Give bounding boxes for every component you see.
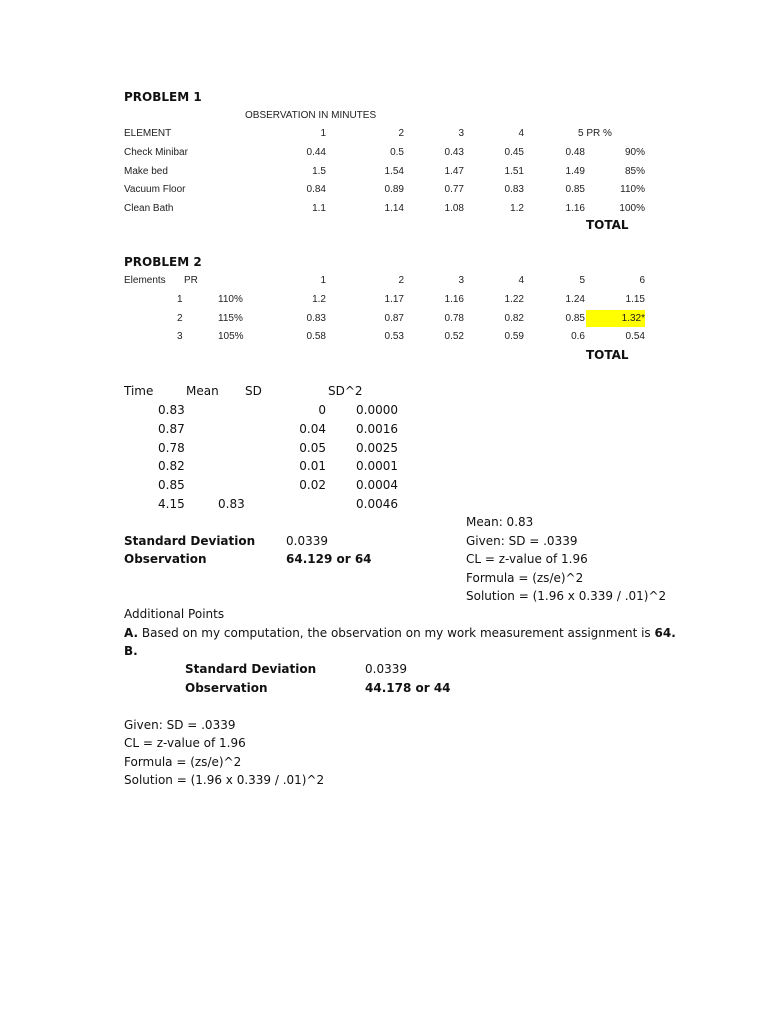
table-cell: 0.83	[504, 184, 524, 195]
pr-cell: 90%	[624, 147, 645, 158]
calc-time: 0.87	[158, 422, 185, 436]
table-cell: 0.6	[571, 331, 585, 342]
calc-sd2: 0.0016	[356, 422, 398, 436]
calc-sd2-total: 0.0046	[356, 497, 398, 511]
table-cell: 0.58	[306, 331, 326, 342]
given-line: Given: SD = .0339	[124, 718, 236, 732]
table-cell: 1.51	[504, 166, 524, 177]
point-a	[124, 626, 676, 640]
pr-cell: 115%	[218, 313, 243, 324]
point-a-value: 64.	[654, 626, 676, 640]
note-line: Given: SD = .0339	[466, 534, 578, 548]
problem2-title: PROBLEM 2	[124, 255, 202, 269]
b-observation-value: 44.178 or 44	[365, 681, 451, 695]
table-cell: 1.22	[504, 294, 524, 305]
table-cell: 0.45	[504, 147, 524, 158]
calc-time: 0.85	[158, 478, 185, 492]
table-cell: 0.52	[444, 331, 464, 342]
std-dev-label: Standard Deviation	[124, 534, 256, 548]
pr-cell: 110%	[620, 184, 645, 195]
problem1-header-pr: 5 PR %	[578, 128, 612, 139]
table-cell: 1.08	[444, 203, 464, 214]
calc-time: 0.82	[158, 459, 185, 473]
table-cell: 1.54	[384, 166, 404, 177]
table-cell: 0.85	[565, 184, 585, 195]
problem2-header-col: 3	[458, 275, 464, 286]
calc-time: 0.78	[158, 441, 185, 455]
element-number: 1	[177, 294, 183, 305]
problem2-total: TOTAL	[586, 348, 629, 362]
calc-sd: 0.02	[299, 478, 326, 492]
table-cell: 1.1	[312, 203, 326, 214]
table-cell: 1.16	[565, 203, 585, 214]
table-cell: 0.85	[565, 313, 585, 324]
table-cell: 1.2	[510, 203, 524, 214]
calc-header-mean: Mean	[186, 384, 219, 398]
b-std-dev-label: Standard Deviation	[185, 662, 317, 676]
calc-header-sd: SD	[245, 384, 262, 398]
calc-time: 0.83	[158, 403, 185, 417]
point-b-label: B.	[124, 644, 138, 658]
calc-sd: 0	[318, 403, 326, 417]
table-cell: 0.54	[625, 331, 645, 342]
problem2-header-col: 2	[398, 275, 404, 286]
table-cell: 1.24	[565, 294, 585, 305]
additional-heading: Additional Points	[124, 607, 225, 621]
observation-label: Observation	[124, 552, 207, 566]
problem2-header-col: 5	[579, 275, 585, 286]
note-line: Mean: 0.83	[466, 515, 534, 529]
problem1-title: PROBLEM 1	[124, 90, 202, 104]
table-cell: 0.78	[444, 313, 464, 324]
table-cell: 0.87	[384, 313, 404, 324]
given-line: Solution = (1.96 x 0.339 / .01)^2	[124, 773, 325, 787]
problem2-header-col: 4	[518, 275, 524, 286]
highlighted-cell: 1.32*	[586, 310, 645, 327]
table-cell: 1.16	[444, 294, 464, 305]
table-cell: 0.53	[384, 331, 404, 342]
observation-value: 64.129 or 64	[286, 552, 372, 566]
table-cell: 0.48	[565, 147, 585, 158]
calc-sd2: 0.0025	[356, 441, 398, 455]
calc-sd2: 0.0004	[356, 478, 398, 492]
element-number: 2	[177, 313, 183, 324]
table-cell: 1.2	[312, 294, 326, 305]
b-observation-label: Observation	[185, 681, 268, 695]
table-cell: 1.15	[625, 294, 645, 305]
table-cell: 0.82	[504, 313, 524, 324]
problem2-header-col: 6	[639, 275, 645, 286]
table-cell: 1.49	[565, 166, 585, 177]
table-cell: 0.43	[444, 147, 464, 158]
calc-sd: 0.01	[299, 459, 326, 473]
problem1-header-element: ELEMENT	[124, 128, 172, 139]
note-line: CL = z-value of 1.96	[466, 552, 588, 566]
table-cell: 0.77	[444, 184, 464, 195]
table-cell: 1.47	[444, 166, 464, 177]
point-a-label: A.	[124, 626, 139, 640]
problem1-total: TOTAL	[586, 218, 629, 232]
table-cell: 1.17	[384, 294, 404, 305]
point-a-text: Based on my computation, the observation on my work measurement assignment is	[138, 626, 655, 640]
table-cell: 0.44	[306, 147, 326, 158]
given-line: CL = z-value of 1.96	[124, 736, 246, 750]
calc-sd2: 0.0001	[356, 459, 398, 473]
calc-sd: 0.05	[299, 441, 326, 455]
pr-cell: 100%	[619, 203, 645, 214]
table-cell: 0.5	[390, 147, 404, 158]
table-cell: 0.89	[384, 184, 404, 195]
note-line: Formula = (zs/e)^2	[466, 571, 584, 585]
pr-cell: 85%	[624, 166, 645, 177]
element-name: Check Minibar	[124, 147, 188, 158]
problem1-header-col: 1	[320, 128, 326, 139]
calc-sd: 0.04	[299, 422, 326, 436]
pr-cell: 105%	[218, 331, 244, 342]
table-cell: 1.5	[312, 166, 326, 177]
calc-mean: 0.83	[218, 497, 245, 511]
element-name: Make bed	[124, 166, 168, 177]
table-cell: 0.83	[306, 313, 326, 324]
calc-header-time: Time	[124, 384, 154, 398]
problem1-header-col: 4	[518, 128, 524, 139]
problem2-header-elements: Elements	[124, 275, 166, 286]
calc-time-total: 4.15	[158, 497, 185, 511]
problem1-header-col: 3	[458, 128, 464, 139]
given-line: Formula = (zs/e)^2	[124, 755, 242, 769]
element-name: Clean Bath	[124, 203, 174, 214]
element-name: Vacuum Floor	[124, 184, 186, 195]
table-cell: 1.14	[384, 203, 404, 214]
table-cell: 0.84	[306, 184, 326, 195]
table-cell: 0.59	[504, 331, 524, 342]
note-line: Solution = (1.96 x 0.339 / .01)^2	[466, 589, 667, 603]
pr-cell: 110%	[218, 294, 243, 305]
calc-header-sd2: SD^2	[328, 384, 363, 398]
problem1-subtitle: OBSERVATION IN MINUTES	[245, 110, 377, 121]
b-std-dev-value: 0.0339	[365, 662, 407, 676]
element-number: 3	[177, 331, 183, 342]
problem1-header-col: 2	[398, 128, 404, 139]
problem2-header-col: 1	[320, 275, 326, 286]
calc-sd2: 0.0000	[356, 403, 398, 417]
problem2-header-pr: PR	[184, 275, 198, 286]
std-dev-value: 0.0339	[286, 534, 328, 548]
